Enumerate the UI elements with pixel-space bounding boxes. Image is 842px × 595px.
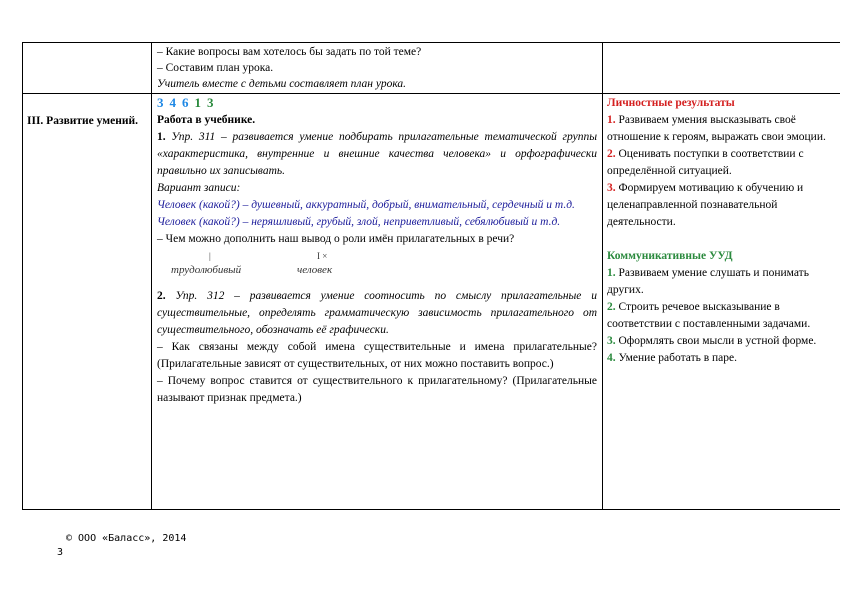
personal-item: 3. Формируем мотивацию к обучению и целенаправленной познавательной деятельности. — [607, 182, 804, 228]
exercise-2-text: Упр. 312 – развивается умение соотносить по смыслу прилагательные и существительные, определять грамматическую зависимость прилагательного от существительного, обозначать её графически. — [157, 290, 597, 336]
number-5: 3 — [207, 95, 214, 110]
number-1: 3 — [157, 95, 164, 110]
grammar-sketch — [157, 248, 597, 288]
question-1: – Чем можно дополнить наш вывод о роли имён прилагательных в речи? — [157, 233, 515, 245]
exercise-1-text: Упр. 311 – развивается умение подбирать прилагательные тематической группы «характеристика, внутренние и внешние качества человека» и орфографически правильно их записывать. — [157, 131, 598, 177]
section-title: III. Развитие умений. — [27, 115, 138, 127]
plan-line: – Составим план урока. — [157, 62, 274, 74]
comm-item: 1. Развиваем умение слушать и понимать других. — [607, 267, 809, 296]
sketch-word-2: человек — [297, 264, 333, 276]
personal-results-title: Личностные результаты — [607, 97, 735, 109]
exercise-2-number: 2. — [157, 290, 166, 302]
exercise-1-number: 1. — [157, 131, 166, 143]
copyright: © ООО «Баласс», 2014 — [66, 533, 187, 544]
comm-item: 2. Строить речевое высказывание в соответствии с поставленными задачами. — [607, 301, 811, 330]
number-2: 4 — [169, 95, 176, 110]
sketch-mark-2: I × — [317, 251, 328, 261]
exercise-2 — [157, 288, 597, 339]
page-number: 3 — [57, 547, 64, 558]
number-4: 1 — [194, 95, 201, 110]
comm-item: 4. Умение работать в паре. — [607, 352, 738, 364]
lesson-numbers — [157, 95, 597, 112]
main-content-cell — [157, 95, 597, 407]
results-cell — [607, 95, 839, 367]
number-3: 6 — [182, 95, 189, 110]
question-3: – Почему вопрос ставится от существительного к прилагательному? (Прилагательные называют признак предмета.) — [157, 375, 597, 404]
table-bottom-border — [22, 509, 840, 510]
variant-label: Вариант записи: — [157, 182, 241, 194]
sketch-mark-1: | — [209, 251, 211, 261]
table-row-divider — [22, 93, 840, 94]
top-row-cell — [157, 44, 597, 92]
exercise-1 — [157, 129, 597, 180]
sketch-word-1: трудолюбивый — [171, 264, 242, 276]
communicative-title: Коммуникативные УУД — [607, 250, 733, 262]
top-question-line: – Какие вопросы вам хотелось бы задать по той теме? — [157, 46, 422, 58]
question-2: – Как связаны между собой имена существительные и имена прилагательные? (Прилагательные зависят от существительных, от них можно поставить вопрос.) — [157, 341, 597, 370]
table-top-border — [22, 42, 840, 43]
table-col-divider-2 — [602, 42, 603, 510]
teacher-note: Учитель вместе с детьми составляет план урока. — [157, 78, 407, 90]
variant-line-b: Человек (какой?) – неряшливый, грубый, злой, неприветливый, себялюбивый и т.д. — [157, 216, 561, 228]
personal-item: 1. Развиваем умения высказывать своё отношение к героям, выражать свои эмоции. — [607, 114, 826, 143]
personal-item: 2. Оценивать поступки в соответствии с определённой ситуацией. — [607, 148, 804, 177]
table-col-divider-1 — [151, 42, 152, 510]
variant-line-a: Человек (какой?) – душевный, аккуратный, добрый, внимательный, сердечный и т.д. — [157, 199, 575, 211]
table-left-border — [22, 42, 23, 510]
comm-item: 3. Оформлять свои мысли в устной форме. — [607, 335, 817, 347]
textbook-heading: Работа в учебнике. — [157, 114, 256, 126]
